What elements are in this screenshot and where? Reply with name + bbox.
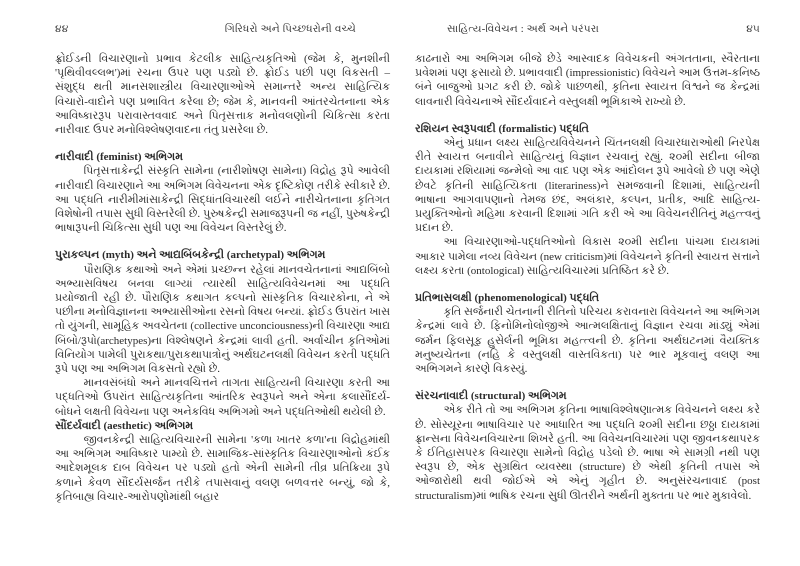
paragraph: કૃતિ સર્જનારી ચેતનાની રીતિનો પરિચય કરાવનારા વિવેચનને આ અભિગમ કેન્દ્રમાં લાવે છે. ફિનોમિનોલોજીએ આત્મલક્ષિતાનું વિજ્ઞાન રચવા માંડ્યું એમાં જર્મન ફિલસૂફ હુસેર્લની ભૂમિકા મહત્ત્વની છે. કૃતિના અર્થઘટનમાં વૈયક્તિક મનુષ્યચેતના (નહિ કે વસ્તુલક્ષી વાસ્તવિકતા) પર ભાર મૂકવાનું વલણ આ અભિગમને કારણે વિકસ્યું. xyxy=(415,306,760,376)
right-page xyxy=(400,0,800,566)
left-running-title: ગિરિધરો અને પિચ્છધરોની વચ્ચે xyxy=(224,24,356,35)
right-running-title: સાહિત્ય-વિવેચન : અર્થ અને પરંપરા xyxy=(447,24,599,35)
right-running-head xyxy=(415,24,760,36)
paragraph: કાઢનારો આ અભિગમ બીજે છેડે આસ્વાદક વિવેચકની અંગતતાના, સ્વૈરતાના પ્રવેશમાં પણ ફસાયો છે. પ્રભાવવાદી (impressionistic) વિવેચને આમ ઉત્તમ-કનિષ્ઠ બંને બાજુઓ પ્રગટ કરી છે. જોકે પાછળથી, કૃતિના સ્વાયત્ત વિશ્વને જ કેન્દ્રમાં લાવનારી વિવેચનાએ સૌંદર્યવાદને વસ્તુલક્ષી ભૂમિકાએ રાખ્યો છે. xyxy=(415,53,760,108)
section-heading: પુરાકલ્પન (myth) અને આદ્યબિંબકેન્દ્રી (archetypal) અભિગમ xyxy=(55,249,326,262)
right-page-number: ૪૫ xyxy=(746,24,760,35)
paragraph: એનું પ્રધાન લક્ષ્ય સાહિત્યવિવેચનને ચિંતનલક્ષી વિચારધારાઓથી નિરપેક્ષ રીતે સ્વાયત્ત બનાવીને સાહિત્યનું વિજ્ઞાન રચવાનું રહ્યું. ૨૦મી સદીના બીજા દાયકામાં રશિયામાં જન્મેલો આ વાદ પણ એક આંદોલન રૂપે આવેલો છે પણ એણે છેવટે કૃતિની સાહિત્યિકતા (literariness)ને સમજવાની દિશામાં, સાહિત્યની ભાષાના આગવાપણાનો તેમજ છંદ, અલંકાર, કલ્પન, પ્રતીક, આદિ સાહિત્ય-પ્રયુક્તિઓનો મહિમા કરવાની દિશામાં ગતિ કરી એ આ વિવેચનરીતિનું મહત્ત્વનું પ્રદાન છે. xyxy=(415,137,760,235)
paragraph: પૌરાણિક કથાઓ અને એમાં પ્રચ્છન્ન રહેલાં માનવચેતનાનાં આદ્યબિંબો અભ્યાસવિષય બનવા લાગ્યાં ત્યારથી સાહિત્યવિવેચનમાં આ પદ્ધતિ પ્રયોજાતી રહી છે. પૌરાણિક કથાગત કલ્પનો સાંસ્કૃતિક વિચારકોના, ને એ પછીના મનોવિજ્ઞાનના અભ્યાસીઓના રસનો વિષય બન્યાં. ફ્રોઈડ ઉપરાંત ખાસ તો યુંગની, સામૂહિક અવચેતના (collective unconciousness)ની વિચારણા આદ્ય બિંબો/રૂપો(archetypes)ના વિશ્લેષણને કેન્દ્રમાં લાવી હતી. અર્વાચીન કૃતિઓમાં વિનિયોગ પામેલી પુરાકથા/પુરાકથાપાત્રોનું અર્થઘટનલક્ષી વિવેચન કરતી પદ્ધતિ રૂપે પણ આ અભિગમ વિકસતો રહ્યો છે. xyxy=(55,263,390,376)
left-page-body xyxy=(55,52,390,504)
left-page-number: ૪૪ xyxy=(55,24,69,35)
paragraph: એક રીતે તો આ અભિગમ કૃતિના ભાષાવિશ્લેષણાત્મક વિવેચનને લક્ષ્ય કરે છે. સોસ્યૂરના ભાષાવિચાર પર આધારિત આ પદ્ધતિ ૨૦મી સદીના છઠ્ઠા દાયકામાં ફ્રાન્સના વિવેચનવિચારના શિખરે હતી. આ વિવેચનવિચારમાં પણ જીવનકથાપરક કે ઈતિહાસપરક વિચારણા સામેનો વિદ્રોહ પડેલો છે. ભાષા એ સામગ્રી નથી પણ સ્વરૂપ છે, એક સુગ્રથિત વ્યવસ્થા (structure) છે એથી કૃતિની તપાસ એ ઓજારોથી થવી જોઈએ એ એનું ગૃહીત છે. અનુસંરચનાવાદ (post structuralism)માં ભાષિક રચના સુધી ઊતરીને અર્થની મુક્તતા પર ભાર મુકાવેલો. xyxy=(415,404,760,502)
paragraph: પિતૃસત્તાકેન્દ્રી સંસ્કૃતિ સામેના (નારીશોષણ સામેના) વિદ્રોહ રૂપે આવેલી નારીવાદી વિચારણાને આ અભિગમ વિવેચનના એક દૃષ્ટિકોણ તરીકે સ્વીકારે છે. આ પદ્ધતિ નારીમીમાંસાકેન્દ્રી સિદ્ધાંતવિચારથી લઈને નારીચેતનાના કૃતિગત વિશેષોની તપાસ સુધી વિસ્તરેલી છે. પુરુષકેન્દ્રી સમાજરૂપની જ નહીં, પુરુષકેન્દ્રી ભાષારૂપની ચિકિત્સા સુધી પણ આ વિવેચન વિસ્તરેલું છે. xyxy=(55,165,390,235)
left-running-head xyxy=(55,24,390,36)
section-heading: સંરચનાવાદી (structural) અભિગમ xyxy=(415,390,567,403)
paragraph: માનવસંબંધો અને માનવચિત્તને તાગતા સાહિત્યની વિચારણા કરતી આ પદ્ધતિઓ ઉપરાંત સાહિત્યકૃતિના આંતરિક સ્વરૂપને અને એના કલાસૌંદર્ય-બોધને લક્ષતી વિવેચના પણ અનેકવિધ અભિગમો અને પદ્ધતિઓથી થયેલી છે. xyxy=(55,377,390,418)
section-heading: રશિયન સ્વરૂપવાદી (formalistic) પદ્ધતિ xyxy=(415,122,589,135)
paragraph: જીવનકેન્દ્રી સાહિત્યવિચારની સામેના 'કળા ખાતર કળા'ના વિદ્રોહમાંથી આ અભિગમ આવિષ્કાર પામ્યો છે. સામાજિક-સાંસ્કૃતિક વિચારણાઓનો કંઈક આદેશમૂલક દાબ વિવેચન પર પડ્યો હતો એની સામેની તીવ્ર પ્રતિક્રિયા રૂપે કળાને કેવળ સૌંદર્યસર્જન તરીકે તપાસવાનું વલણ બળવત્તર બન્યું, જો કે, કૃતિબાહ્ય વિચાર-આરોપણોમાંથી બહાર xyxy=(55,434,390,503)
section-heading: સૌંદર્યવાદી (aesthetic) અભિગમ xyxy=(55,419,194,432)
paragraph: ફ્રોઈડની વિચારણાનો પ્રભાવ કેટલીક સાહિત્યકૃતિઓ (જેમ કે, મુનશીની 'પૃથિવીવલ્લભ')માં રચના ઉપર પણ પડ્યો છે. ફ્રોઈડ પછી પણ વિકસતી – સંશુદ્ધ થતી માનસશાસ્ત્રીય વિચારણાઓએ સમાન્તરે અન્ય સાહિત્યિક વિચારો-વાદોને પણ પ્રભાવિત કરેલા છે; જેમ કે, માનવની આંતરચેતનાના એક આવિષ્કારરૂપ પરાવાસ્તવવાદ અને પિતૃસત્તાક મનોવલણોની ચિકિત્સા કરતા નારીવાદ ઉપર મનોવિશ્લેષણવાદના તંતુ પ્રસરેલા છે. xyxy=(55,53,390,137)
right-page-body xyxy=(415,52,760,503)
section-heading: પ્રતિભાસલક્ષી (phenomenological) પદ્ધતિ xyxy=(415,292,600,305)
section-heading: નારીવાદી (feminist) અભિગમ xyxy=(55,151,183,164)
paragraph: આ વિચારણાઓ-પદ્ધતિઓનો વિકાસ ૨૦મી સદીના પાંચમા દાયકામાં આકાર પામેલા નવ્ય વિવેચન (new criticism)માં વિવેચનને કૃતિની સ્વાયત્ત સત્તાને લક્ષ્ય કરતા (ontological) સાહિત્યવિચારમાં પ્રતિષ્ઠિત કરે છે. xyxy=(415,236,760,277)
